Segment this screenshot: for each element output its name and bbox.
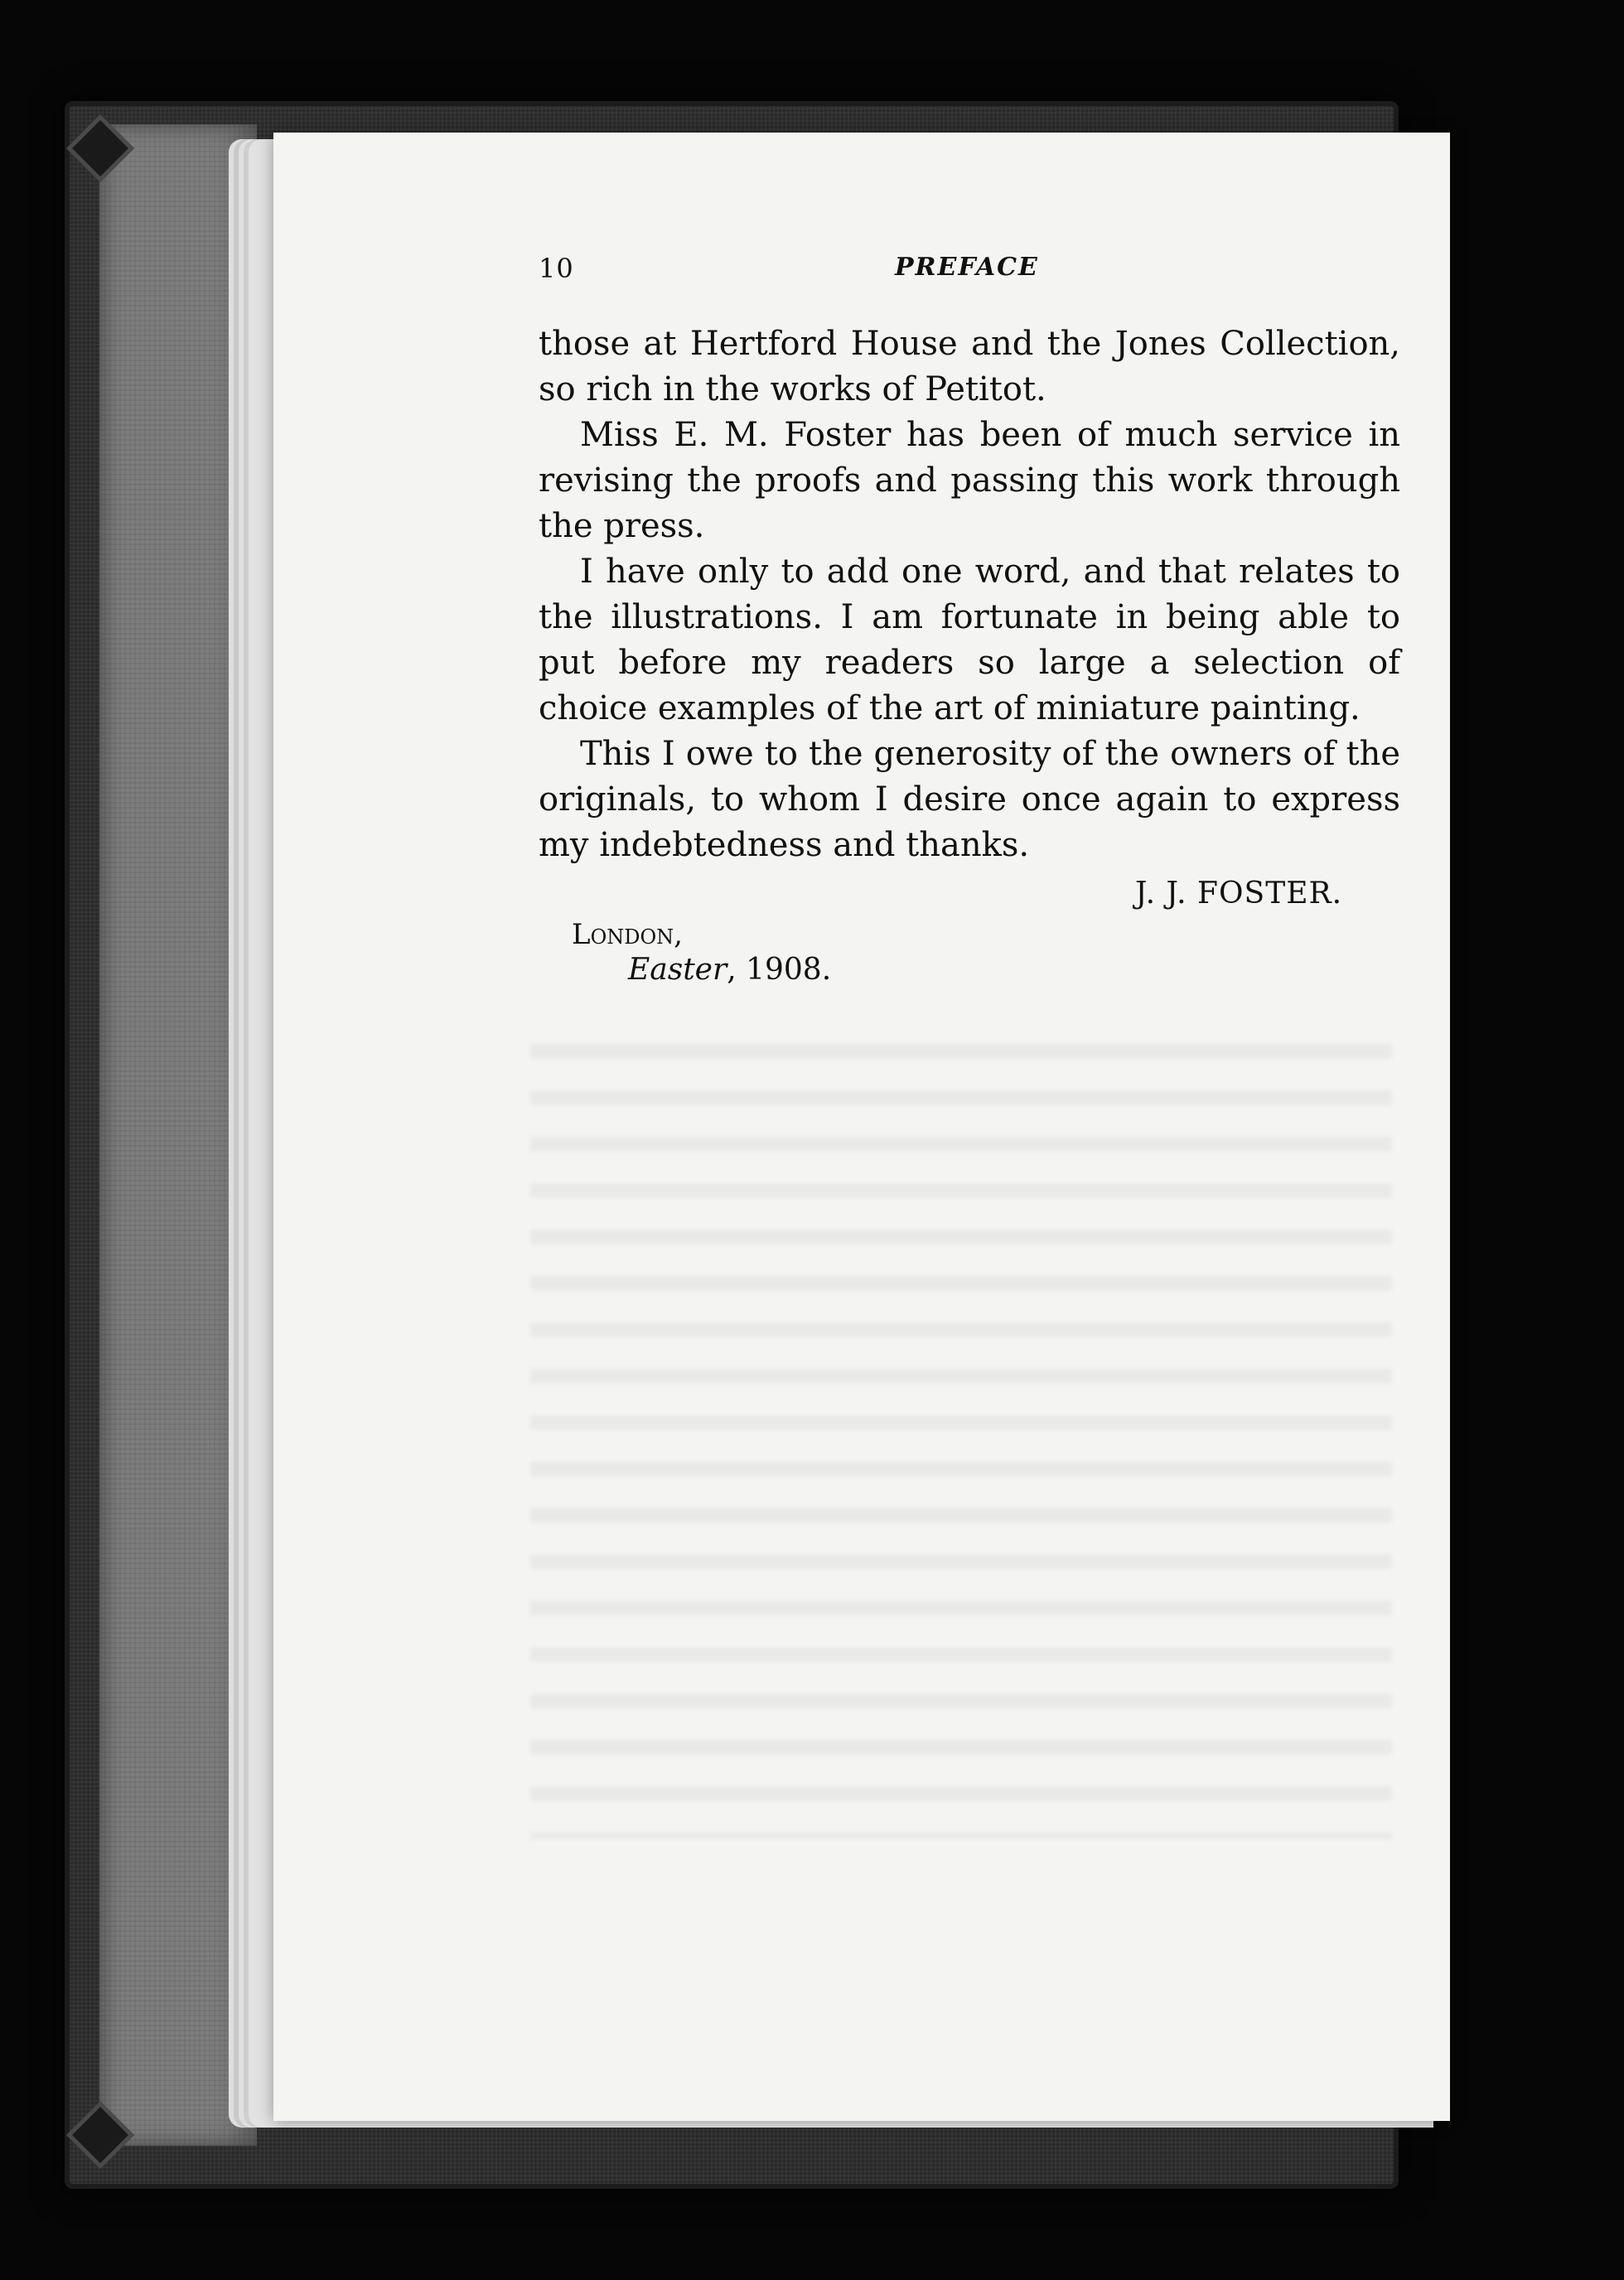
paragraph-4: This I owe to the generosity of the owners of the originals, to whom I desire once again to express my indebtedness and thanks. <box>539 735 1400 864</box>
date-line <box>628 953 831 987</box>
running-head: PREFACE <box>895 253 1039 282</box>
book-spine <box>99 124 257 2146</box>
paragraph-1: those at Hertford House and the Jones Collection, so rich in the works of Petitot. <box>539 325 1400 408</box>
place-line: London, <box>572 918 683 951</box>
signature: J. J. FOSTER. <box>1135 877 1343 911</box>
date-year: , 1908. <box>727 953 832 987</box>
paragraph-3: I have only to add one word, and that relates to the illustrations. I am fortunate in being able to put before my readers so large a selection of choice examples of the art of miniature painting. <box>539 553 1400 727</box>
body-text <box>539 321 1400 868</box>
page-number: 10 <box>539 253 574 284</box>
date-season: Easter <box>628 953 727 987</box>
paragraph-2: Miss E. M. Foster has been of much service in revising the proofs and passing this work through the press. <box>539 416 1400 545</box>
